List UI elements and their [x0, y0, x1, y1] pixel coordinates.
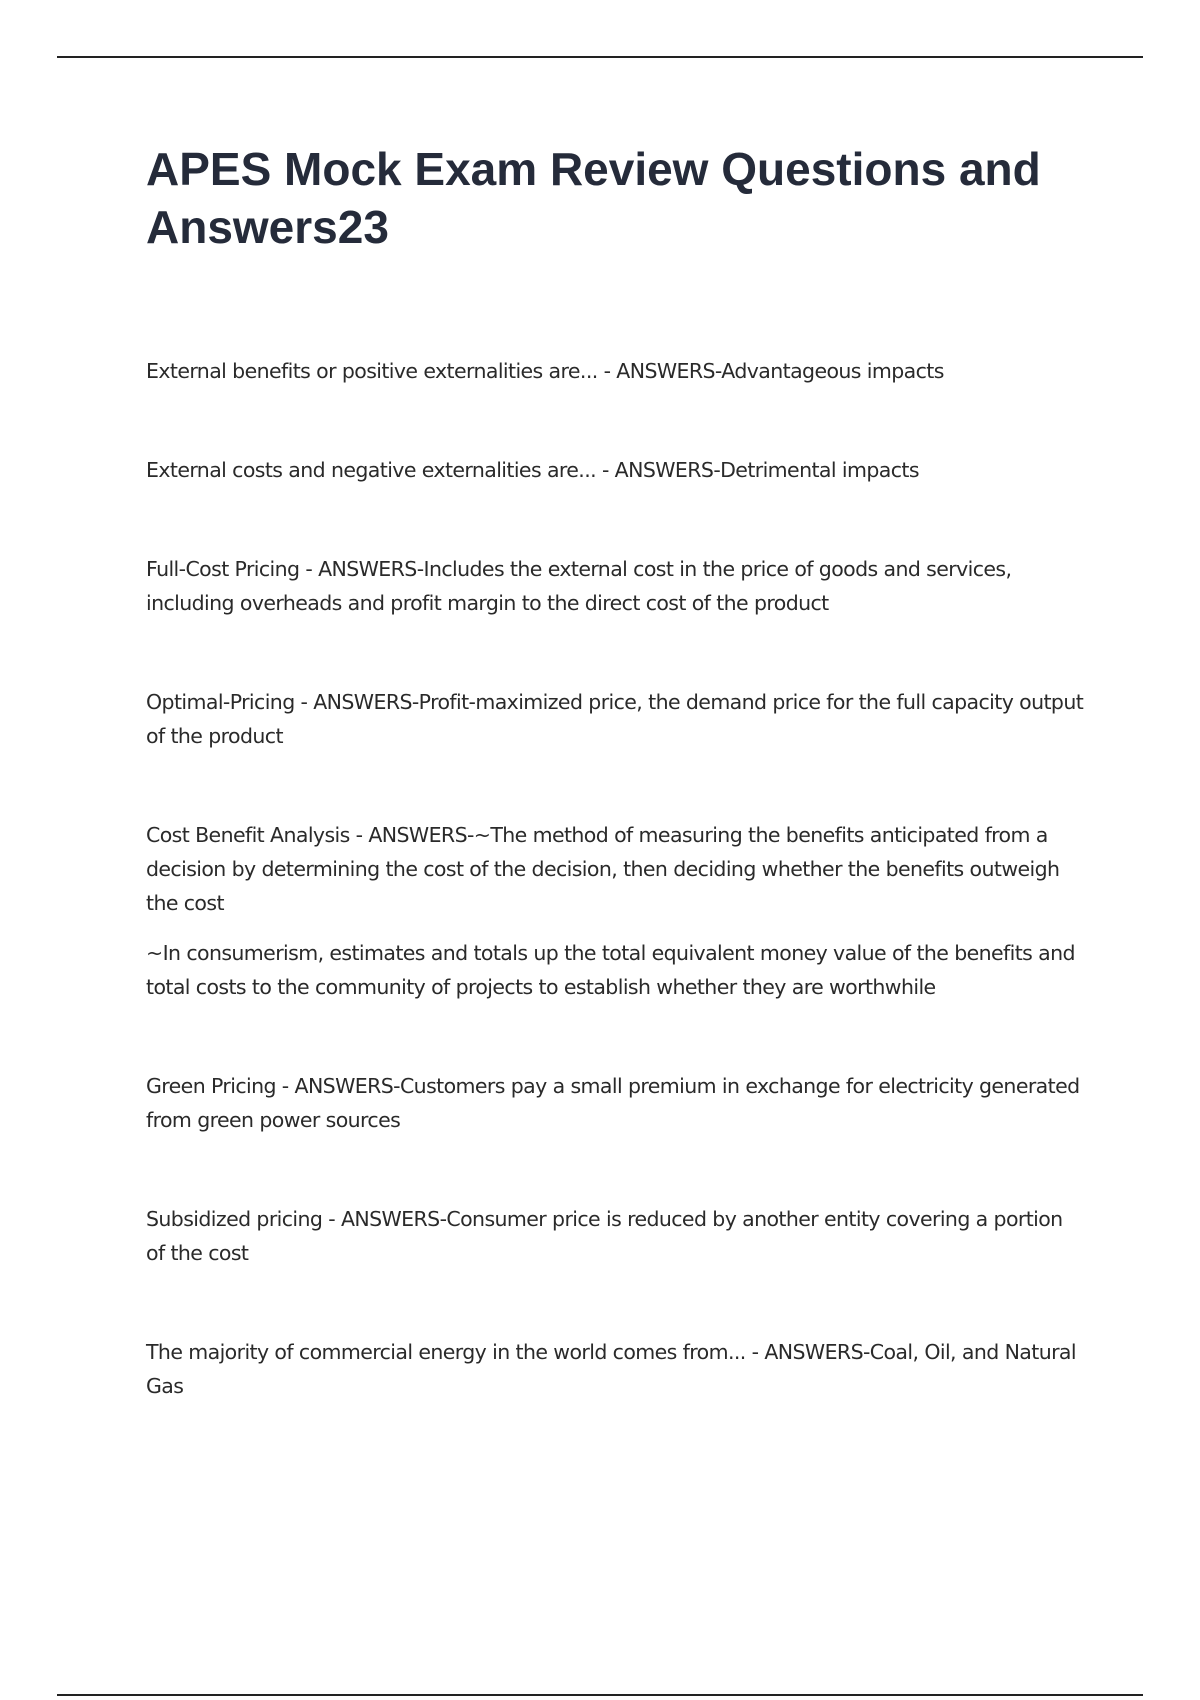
header-rule	[57, 56, 1143, 58]
qa-text: External costs and negative externalities are... - ANSWERS-Detrimental impacts	[146, 458, 919, 482]
qa-text: Subsidized pricing - ANSWERS-Consumer price is reduced by another entity covering a portion of the cost	[146, 1207, 1063, 1265]
footer-rule	[57, 1694, 1143, 1696]
qa-text: Optimal-Pricing - ANSWERS-Profit-maximized price, the demand price for the full capacity output of the product	[146, 690, 1084, 748]
qa-text: Full-Cost Pricing - ANSWERS-Includes the external cost in the price of goods and services, including overheads and profit margin to the direct cost of the product	[146, 557, 1012, 615]
qa-list	[146, 354, 1086, 1403]
qa-text: The majority of commercial energy in the world comes from... - ANSWERS-Coal, Oil, and Natural Gas	[146, 1340, 1076, 1398]
qa-entry-green-pricing	[146, 1069, 1086, 1137]
qa-text: Cost Benefit Analysis - ANSWERS-~The method of measuring the benefits anticipated from a decision by determining the cost of the decision, then deciding whether the benefits outweigh the cost	[146, 823, 1060, 915]
qa-entry-external-costs	[146, 453, 1086, 487]
qa-text-continued: ~In consumerism, estimates and totals up the total equivalent money value of the benefits and total costs to the community of projects to establish whether they are worthwhile	[146, 941, 1075, 999]
document-title: APES Mock Exam Review Questions and Answers23	[146, 143, 1041, 253]
qa-entry-cost-benefit-analysis	[146, 818, 1086, 1004]
qa-entry-subsidized-pricing	[146, 1202, 1086, 1270]
qa-entry-optimal-pricing	[146, 685, 1086, 753]
qa-text: External benefits or positive externalities are... - ANSWERS-Advantageous impacts	[146, 359, 944, 383]
qa-entry-full-cost-pricing	[146, 552, 1086, 620]
qa-text: Green Pricing - ANSWERS-Customers pay a small premium in exchange for electricity generated from green power sources	[146, 1074, 1080, 1132]
qa-entry-external-benefits	[146, 354, 1086, 388]
qa-entry-commercial-energy	[146, 1335, 1086, 1403]
page-content	[146, 140, 1086, 1468]
